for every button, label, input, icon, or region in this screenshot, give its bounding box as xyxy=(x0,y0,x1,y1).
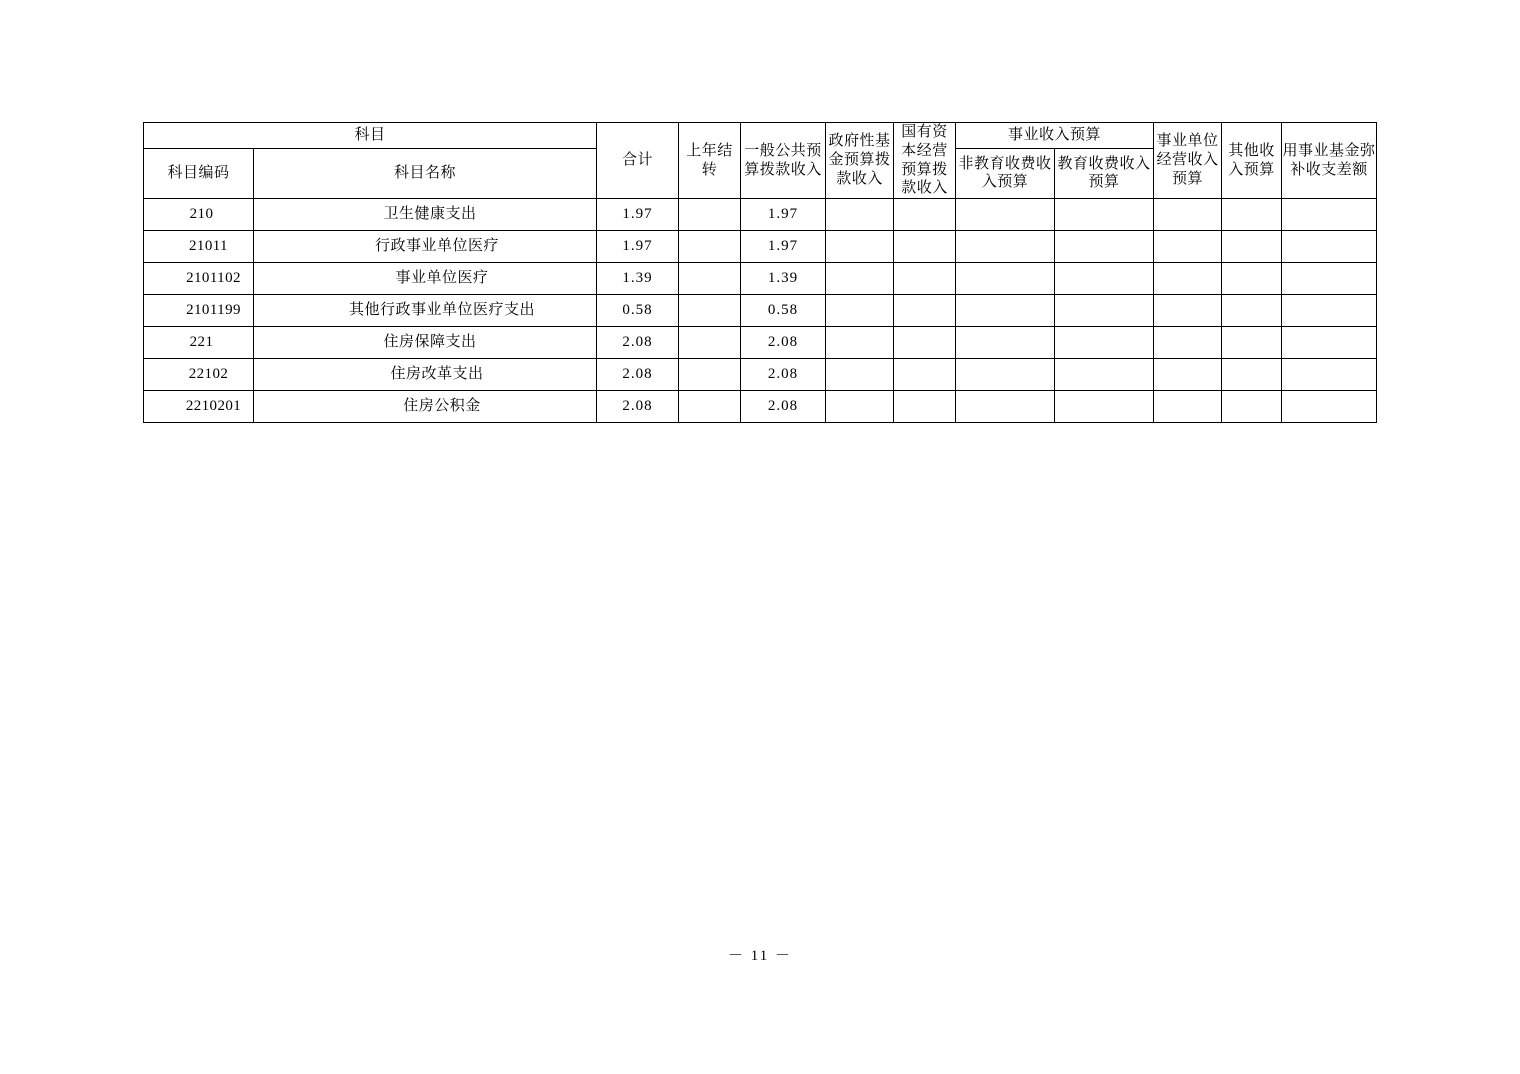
cell-non-edu-fee-income xyxy=(956,263,1055,295)
cell-subject-name: 行政事业单位医疗 xyxy=(254,231,597,263)
table-row xyxy=(144,263,1377,295)
cell-government-fund-budget xyxy=(826,391,894,423)
cell-other-income xyxy=(1222,231,1282,263)
cell-non-edu-fee-income xyxy=(956,199,1055,231)
cell-state-capital-budget xyxy=(894,199,956,231)
header-government-fund-budget: 政府性基金预算拨款收入 xyxy=(826,123,894,199)
header-subject-group: 科目 xyxy=(144,123,597,149)
cell-subject-code: 22102 xyxy=(144,359,254,391)
cell-general-public-budget: 1.97 xyxy=(741,199,826,231)
header-subject-code: 科目编码 xyxy=(144,148,254,198)
cell-subject-name: 事业单位医疗 xyxy=(254,263,597,295)
table-row xyxy=(144,295,1377,327)
cell-business-unit-operating-income xyxy=(1154,327,1222,359)
cell-general-public-budget: 0.58 xyxy=(741,295,826,327)
cell-subject-code: 221 xyxy=(144,327,254,359)
header-non-edu-fee-income: 非教育收费收入预算 xyxy=(956,148,1055,198)
cell-subject-code: 2101199 xyxy=(144,295,254,327)
page-number: － 11 － xyxy=(728,948,792,964)
cell-business-unit-operating-income xyxy=(1154,263,1222,295)
budget-expenditure-table xyxy=(143,122,1377,423)
cell-general-public-budget: 1.39 xyxy=(741,263,826,295)
cell-business-unit-operating-income xyxy=(1154,231,1222,263)
table-row xyxy=(144,359,1377,391)
cell-total: 1.97 xyxy=(597,199,679,231)
cell-total: 1.97 xyxy=(597,231,679,263)
cell-non-edu-fee-income xyxy=(956,295,1055,327)
cell-state-capital-budget xyxy=(894,295,956,327)
cell-business-fund-offset xyxy=(1282,263,1377,295)
cell-state-capital-budget xyxy=(894,231,956,263)
cell-state-capital-budget xyxy=(894,359,956,391)
cell-carryover xyxy=(679,295,741,327)
cell-general-public-budget: 2.08 xyxy=(741,327,826,359)
header-subject-name: 科目名称 xyxy=(254,148,597,198)
cell-government-fund-budget xyxy=(826,295,894,327)
cell-government-fund-budget xyxy=(826,327,894,359)
cell-edu-fee-income xyxy=(1055,295,1154,327)
cell-business-unit-operating-income xyxy=(1154,295,1222,327)
cell-subject-name: 卫生健康支出 xyxy=(254,199,597,231)
cell-subject-name: 其他行政事业单位医疗支出 xyxy=(254,295,597,327)
cell-state-capital-budget xyxy=(894,263,956,295)
cell-non-edu-fee-income xyxy=(956,359,1055,391)
header-carryover: 上年结转 xyxy=(679,123,741,199)
cell-non-edu-fee-income xyxy=(956,231,1055,263)
header-general-public-budget: 一般公共预算拨款收入 xyxy=(741,123,826,199)
cell-general-public-budget: 1.97 xyxy=(741,231,826,263)
cell-subject-code: 2210201 xyxy=(144,391,254,423)
header-business-fund-offset: 用事业基金弥补收支差额 xyxy=(1282,123,1377,199)
cell-government-fund-budget xyxy=(826,263,894,295)
header-state-capital-budget: 国有资本经营预算拨款收入 xyxy=(894,123,956,199)
cell-other-income xyxy=(1222,199,1282,231)
table-header xyxy=(144,123,1377,199)
header-other-income: 其他收入预算 xyxy=(1222,123,1282,199)
cell-business-fund-offset xyxy=(1282,327,1377,359)
cell-business-fund-offset xyxy=(1282,295,1377,327)
cell-business-fund-offset xyxy=(1282,199,1377,231)
cell-other-income xyxy=(1222,359,1282,391)
cell-business-fund-offset xyxy=(1282,391,1377,423)
cell-subject-name: 住房改革支出 xyxy=(254,359,597,391)
cell-other-income xyxy=(1222,263,1282,295)
cell-edu-fee-income xyxy=(1055,359,1154,391)
cell-total: 1.39 xyxy=(597,263,679,295)
table-row xyxy=(144,231,1377,263)
cell-edu-fee-income xyxy=(1055,391,1154,423)
header-row-1 xyxy=(144,123,1377,149)
cell-subject-name: 住房保障支出 xyxy=(254,327,597,359)
cell-other-income xyxy=(1222,391,1282,423)
header-business-income-group: 事业收入预算 xyxy=(956,123,1154,149)
cell-government-fund-budget xyxy=(826,231,894,263)
cell-carryover xyxy=(679,263,741,295)
header-total: 合计 xyxy=(597,123,679,199)
cell-carryover xyxy=(679,327,741,359)
header-edu-fee-income: 教育收费收入预算 xyxy=(1055,148,1154,198)
cell-subject-name: 住房公积金 xyxy=(254,391,597,423)
cell-subject-code: 21011 xyxy=(144,231,254,263)
cell-general-public-budget: 2.08 xyxy=(741,359,826,391)
cell-carryover xyxy=(679,359,741,391)
budget-table-container xyxy=(143,122,1376,423)
cell-total: 2.08 xyxy=(597,327,679,359)
cell-edu-fee-income xyxy=(1055,327,1154,359)
cell-carryover xyxy=(679,199,741,231)
cell-edu-fee-income xyxy=(1055,199,1154,231)
cell-business-unit-operating-income xyxy=(1154,391,1222,423)
table-row xyxy=(144,327,1377,359)
cell-carryover xyxy=(679,231,741,263)
cell-carryover xyxy=(679,391,741,423)
cell-other-income xyxy=(1222,327,1282,359)
cell-business-unit-operating-income xyxy=(1154,359,1222,391)
cell-other-income xyxy=(1222,295,1282,327)
cell-business-fund-offset xyxy=(1282,359,1377,391)
cell-edu-fee-income xyxy=(1055,231,1154,263)
cell-edu-fee-income xyxy=(1055,263,1154,295)
cell-business-fund-offset xyxy=(1282,231,1377,263)
header-business-unit-operating-income: 事业单位经营收入预算 xyxy=(1154,123,1222,199)
cell-total: 0.58 xyxy=(597,295,679,327)
cell-non-edu-fee-income xyxy=(956,327,1055,359)
cell-state-capital-budget xyxy=(894,391,956,423)
cell-non-edu-fee-income xyxy=(956,391,1055,423)
cell-total: 2.08 xyxy=(597,359,679,391)
cell-government-fund-budget xyxy=(826,359,894,391)
cell-business-unit-operating-income xyxy=(1154,199,1222,231)
table-row xyxy=(144,199,1377,231)
cell-government-fund-budget xyxy=(826,199,894,231)
cell-total: 2.08 xyxy=(597,391,679,423)
cell-state-capital-budget xyxy=(894,327,956,359)
table-body xyxy=(144,199,1377,423)
cell-subject-code: 2101102 xyxy=(144,263,254,295)
cell-general-public-budget: 2.08 xyxy=(741,391,826,423)
table-row xyxy=(144,391,1377,423)
cell-subject-code: 210 xyxy=(144,199,254,231)
